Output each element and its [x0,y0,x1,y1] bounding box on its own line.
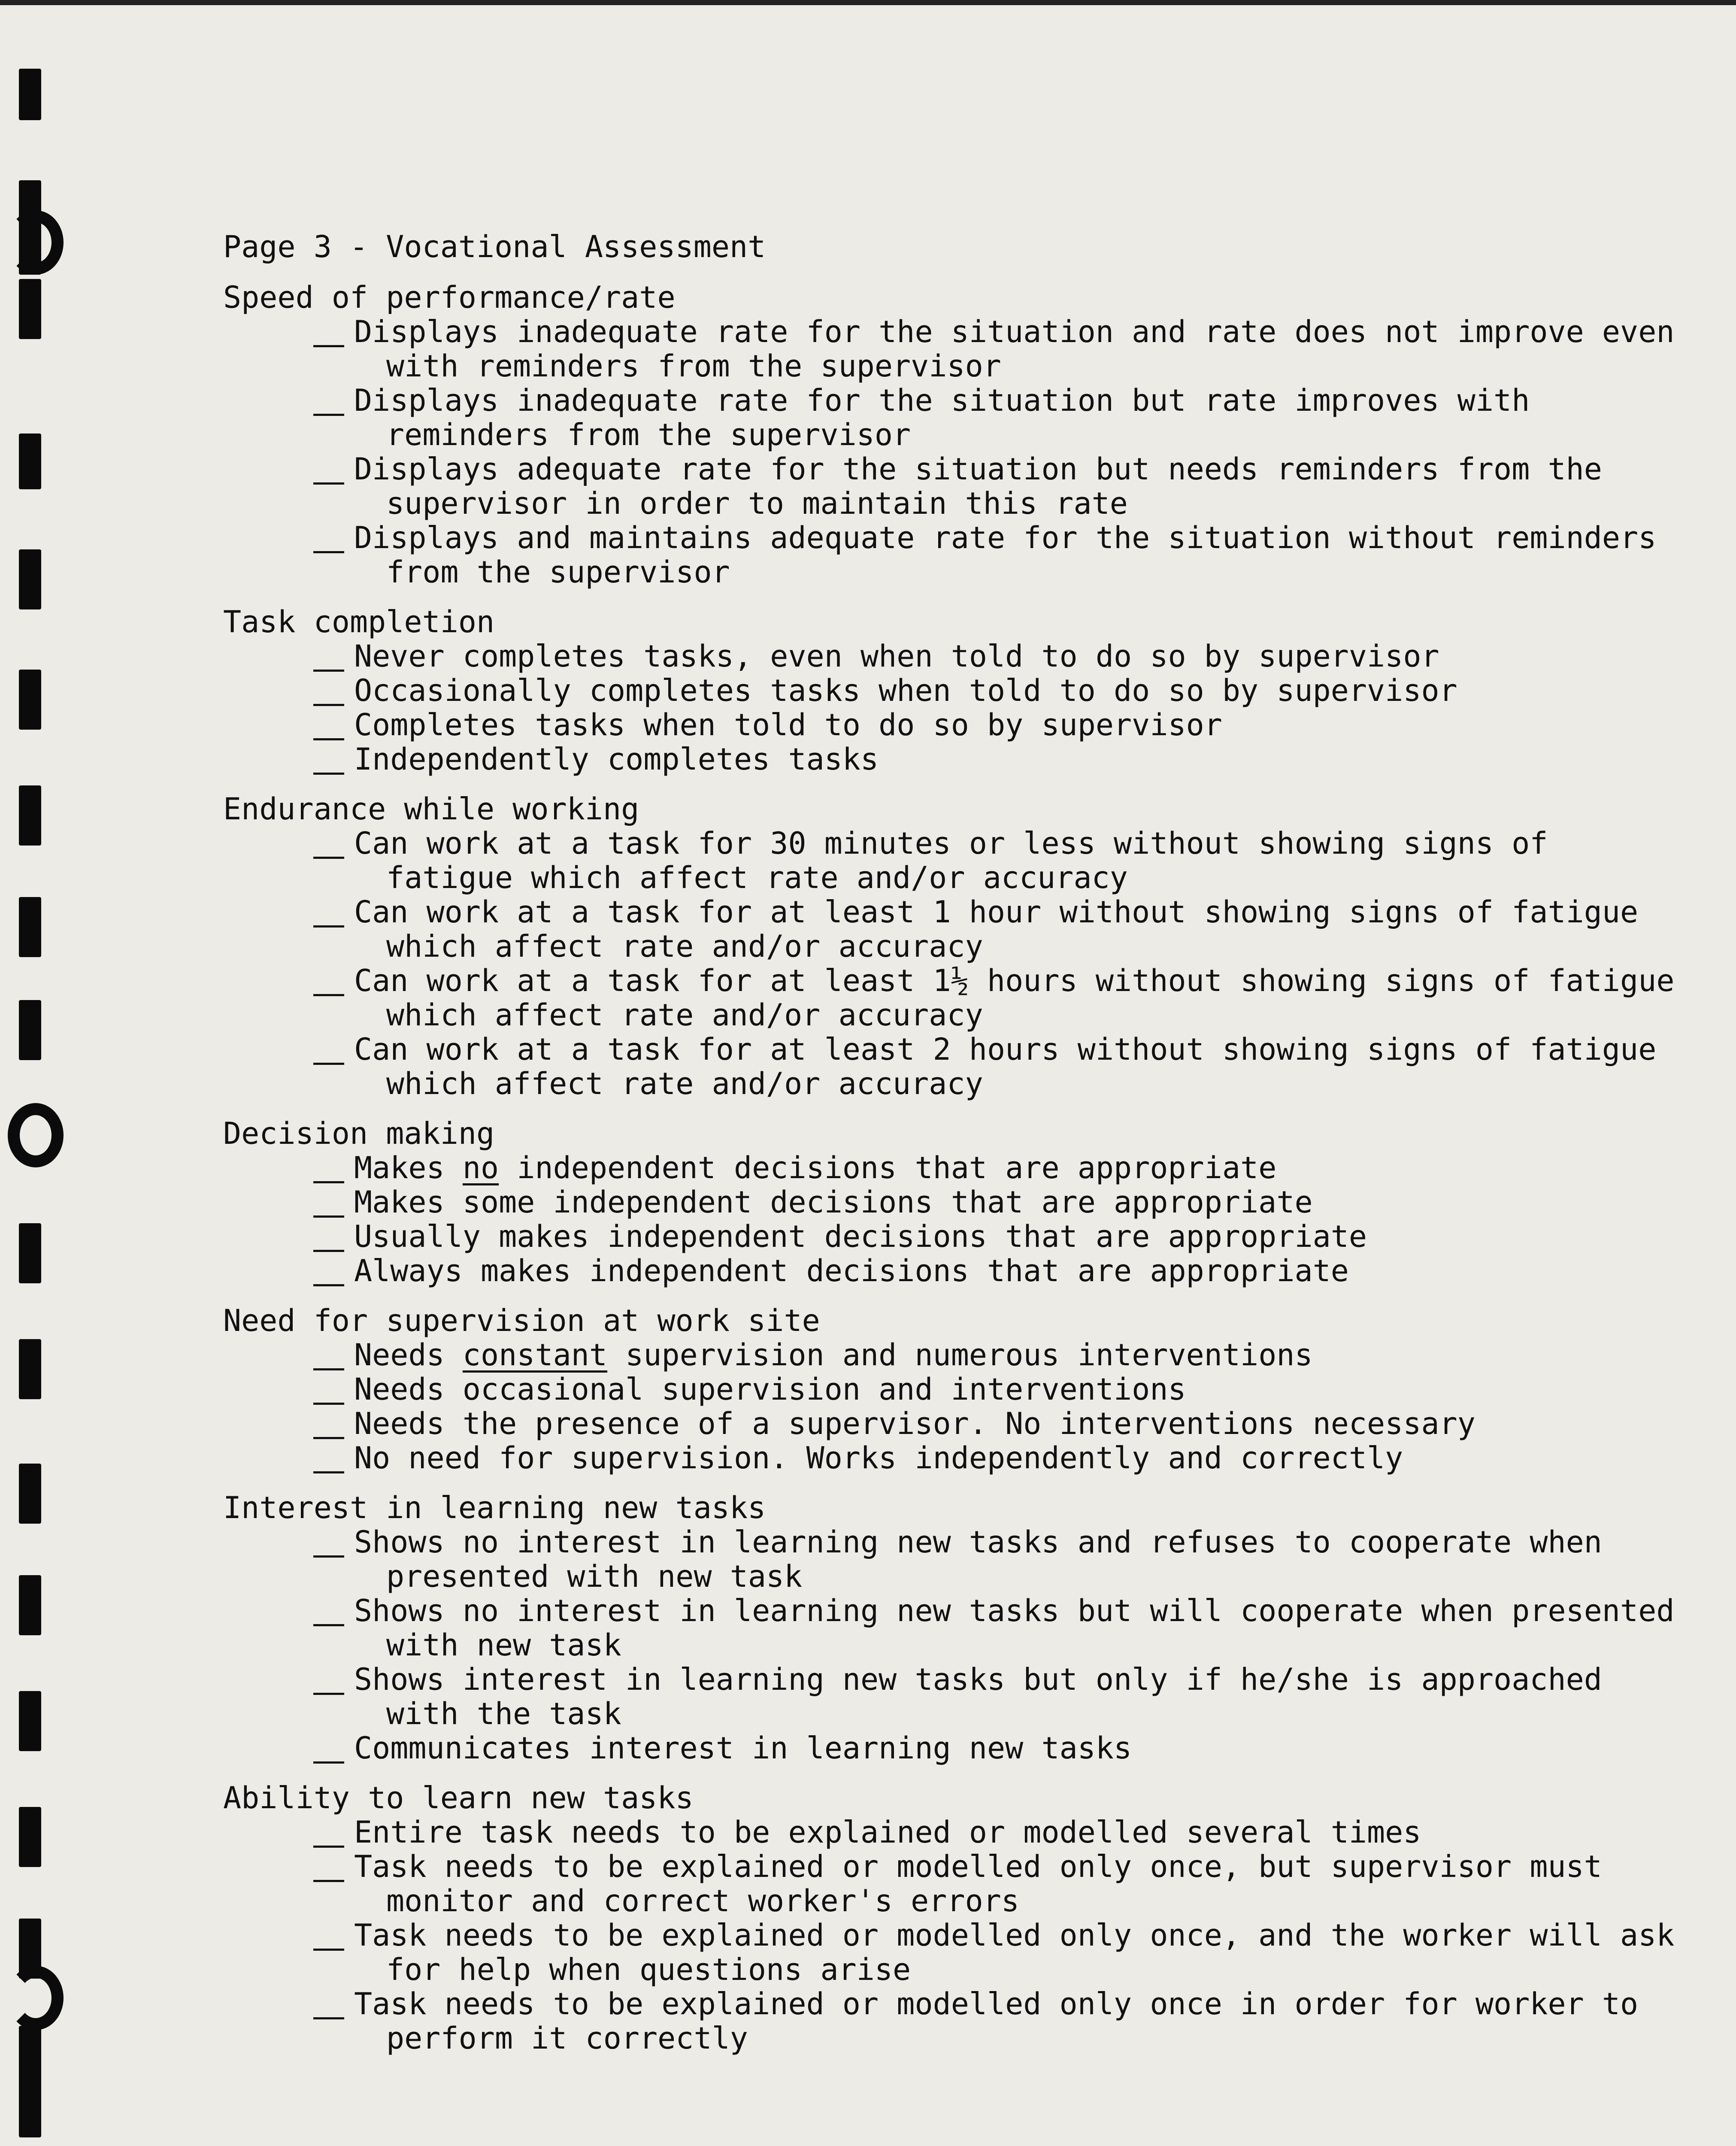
binder-mark [19,1223,41,1283]
text-run: Independently completes tasks [354,742,879,777]
checkbox-blank[interactable] [313,1594,354,1628]
rating-option [223,1662,1682,1731]
checkbox-blank[interactable] [313,1987,354,2021]
option-text [354,964,1682,1032]
text-run: Completes tasks when told to do so by supervisor [354,707,1222,743]
checkbox-blank[interactable] [313,639,354,673]
assessment-sections [223,280,1682,2055]
assessment-section [223,605,1682,776]
binder-mark [19,1464,41,1524]
text-run: Displays inadequate rate for the situation and rate does not improve even with reminders from the supervisor [354,314,1675,384]
rating-option [223,315,1682,383]
underlined-word: no [462,1150,499,1185]
option-text [354,1731,1682,1765]
underlined-word: constant [462,1337,608,1373]
checkbox-blank[interactable] [313,1338,354,1372]
checkbox-blank[interactable] [313,315,354,349]
section-heading: Ability to learn new tasks [223,1780,694,1816]
checkbox-blank[interactable] [313,1032,354,1067]
checkbox-blank[interactable] [313,1185,354,1219]
text-run: Always makes independent decisions that are appropriate [354,1253,1349,1288]
section-heading: Speed of performance/rate [223,280,676,315]
text-run: Shows no interest in learning new tasks and refuses to cooperate when presented with new task [354,1525,1602,1594]
assessment-section [223,1116,1682,1288]
option-text [354,1525,1682,1594]
text-run: Task needs to be explained or modelled only once, and the worker will ask for help when questions arise [354,1918,1675,1987]
rating-option [223,1338,1682,1372]
checkbox-blank[interactable] [313,742,354,776]
binder-mark [19,897,41,957]
option-text [354,1151,1682,1185]
text-run: Can work at a task for at least 1 hour without showing signs of fatigue which affect rate and/or accuracy [354,894,1639,964]
option-text [354,1594,1682,1662]
text-run: Can work at a task for at least 2 hours without showing signs of fatigue which affect rate and/or accuracy [354,1032,1657,1101]
assessment-section [223,792,1682,1101]
rating-option [223,826,1682,895]
rating-option [223,1849,1682,1918]
option-text [354,383,1682,452]
checkbox-blank[interactable] [313,383,354,418]
text-run: Entire task needs to be explained or modelled several times [354,1815,1421,1850]
binder-mark [19,279,41,339]
option-text [354,1338,1682,1372]
option-text [354,521,1682,589]
rating-option [223,1987,1682,2055]
binder-hole [8,1103,64,1167]
rating-option [223,1219,1682,1254]
rating-option [223,452,1682,521]
assessment-section [223,280,1682,589]
rating-option [223,1594,1682,1662]
option-text [354,1372,1682,1406]
scan-top-edge [0,0,1736,5]
section-heading: Decision making [223,1116,495,1151]
rating-option [223,1441,1682,1475]
text-run: Occasionally completes tasks when told to do so by supervisor [354,673,1457,708]
option-text [354,826,1682,895]
rating-option [223,1815,1682,1849]
checkbox-blank[interactable] [313,708,354,742]
binder-mark [19,1339,41,1399]
binder-mark [19,1807,41,1867]
section-heading: Endurance while working [223,791,639,827]
option-text [354,1815,1682,1849]
rating-option [223,1372,1682,1406]
text-run: Can work at a task for at least 1½ hours without showing signs of fatigue which affect rate and/or accuracy [354,963,1675,1033]
text-run: Never completes tasks, even when told to do so by supervisor [354,639,1439,674]
rating-option [223,1406,1682,1441]
section-heading: Need for supervision at work site [223,1303,820,1338]
checkbox-blank[interactable] [313,1406,354,1441]
binder-mark [19,2026,41,2137]
option-text [354,1032,1682,1101]
text-run: No need for supervision. Works independently and correctly [354,1440,1403,1476]
checkbox-blank[interactable] [313,1219,354,1254]
text-run: Makes [354,1150,463,1185]
option-text [354,742,1682,776]
checkbox-blank[interactable] [313,521,354,555]
text-run: Usually makes independent decisions that are appropriate [354,1219,1367,1254]
page-title: Page 3 - Vocational Assessment [223,229,766,264]
checkbox-blank[interactable] [313,452,354,486]
binder-mark [19,1000,41,1060]
checkbox-blank[interactable] [313,1151,354,1185]
binder-mark [19,785,41,846]
binder-hole [8,210,64,275]
rating-option [223,1731,1682,1765]
checkbox-blank[interactable] [313,1254,354,1288]
binder-mark [19,549,41,609]
text-run: Displays inadequate rate for the situation but rate improves with reminders from the supervisor [354,383,1530,452]
checkbox-blank[interactable] [313,1441,354,1475]
text-run: supervision and numerous interventions [607,1337,1313,1373]
binder-mark [19,433,41,489]
rating-option [223,1151,1682,1185]
rating-option [223,895,1682,964]
checkbox-blank[interactable] [313,1372,354,1406]
text-run: Shows no interest in learning new tasks but will cooperate when presented with new task [354,1593,1675,1663]
rating-option [223,742,1682,776]
checkbox-blank[interactable] [313,826,354,861]
rating-option [223,521,1682,589]
checkbox-blank[interactable] [313,1849,354,1884]
option-text [354,673,1682,708]
rating-option [223,1918,1682,1987]
assessment-section [223,1491,1682,1765]
text-run: Needs [354,1337,463,1373]
binder-mark [19,1691,41,1751]
checkbox-blank[interactable] [313,1731,354,1765]
option-text [354,315,1682,383]
text-run: Makes some independent decisions that are appropriate [354,1185,1313,1220]
text-run: Shows interest in learning new tasks but only if he/she is approached with the task [354,1662,1602,1731]
option-text [354,1254,1682,1288]
checkbox-blank[interactable] [313,1525,354,1559]
checkbox-blank[interactable] [313,895,354,929]
binder-mark [19,1575,41,1635]
assessment-section [223,1303,1682,1475]
option-text [354,452,1682,521]
option-text [354,1219,1682,1254]
binder-hole [8,1966,64,2030]
text-run: Displays adequate rate for the situation but needs reminders from the supervisor in order to maintain this rate [354,452,1602,521]
checkbox-blank[interactable] [313,1918,354,1952]
option-text [354,895,1682,964]
rating-option [223,639,1682,673]
option-text [354,1849,1682,1918]
rating-option [223,673,1682,708]
binder-mark [19,670,41,730]
binder-mark [19,69,41,120]
option-text [354,1185,1682,1219]
option-text [354,1406,1682,1441]
section-heading: Task completion [223,604,495,640]
text-run: Task needs to be explained or modelled only once in order for worker to perform it correctly [354,1986,1639,2056]
checkbox-blank[interactable] [313,673,354,708]
section-heading: Interest in learning new tasks [223,1490,766,1525]
option-text [354,708,1682,742]
option-text [354,1987,1682,2055]
text-run: Task needs to be explained or modelled only once, but supervisor must monitor and correct worker's errors [354,1849,1602,1919]
rating-option [223,1185,1682,1219]
text-run: Needs occasional supervision and interventions [354,1372,1186,1407]
text-run: Communicates interest in learning new tasks [354,1731,1132,1766]
text-run: Can work at a task for 30 minutes or less without showing signs of fatigue which affect rate and/or accuracy [354,826,1548,895]
assessment-section [223,1781,1682,2055]
text-run: independent decisions that are appropriate [499,1150,1277,1185]
rating-option [223,708,1682,742]
text-run: Needs the presence of a supervisor. No interventions necessary [354,1406,1475,1441]
option-text [354,1441,1682,1475]
option-text [354,1662,1682,1731]
rating-option [223,1032,1682,1101]
text-run: Displays and maintains adequate rate for the situation without reminders from the supervisor [354,520,1657,590]
document-body [223,230,1682,2071]
checkbox-blank[interactable] [313,1815,354,1849]
rating-option [223,383,1682,452]
option-text [354,1918,1682,1987]
rating-option [223,1254,1682,1288]
checkbox-blank[interactable] [313,964,354,998]
rating-option [223,964,1682,1032]
checkbox-blank[interactable] [313,1662,354,1697]
rating-option [223,1525,1682,1594]
option-text [354,639,1682,673]
